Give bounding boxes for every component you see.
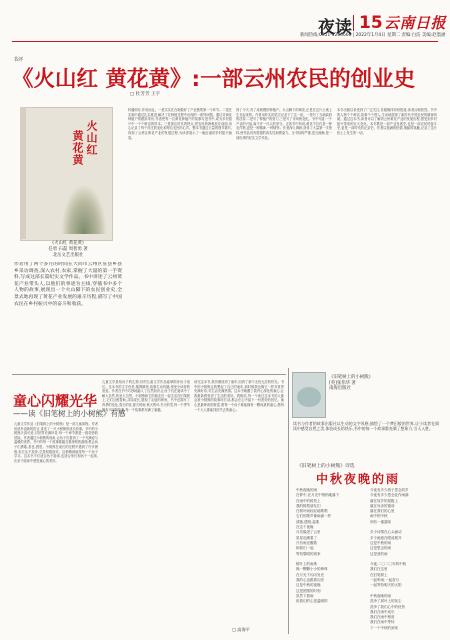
book-caption-authors: 任勇 石磊 周智勇 著 xyxy=(48,247,88,252)
poem-book-cover xyxy=(292,372,326,418)
poem-book-cover-art xyxy=(297,387,321,407)
article2-author: □ 高海平 xyxy=(232,627,250,632)
masthead-separator xyxy=(353,15,354,31)
article-column-3: 本书出版以来受到了广泛关注,各级媒体纷纷报道,读者反响热烈。书中的人物个个鲜活,故事个个感人,生动地展现了新时代中国农民的精神风貌。通过这本书,读者可以了解到云州黄花产业的发展历程,感受到乡村振兴带来的巨大变化。本书既是一部产业发展史,也是一部农民的奋斗史,更是一部时代的记录史。作者以饱满的热情,细腻的笔触,记录了这片热土上发生的一切。 xyxy=(337,108,437,135)
article2-subtitle: ——读《旧笔树上的小树熊》有感 xyxy=(13,409,126,418)
poem-book-info xyxy=(329,375,373,392)
section-name: 夜读 xyxy=(318,18,352,38)
book-caption xyxy=(28,241,108,259)
book-caption-publisher: 北岳文艺出版社 xyxy=(52,253,84,258)
book-spine xyxy=(20,107,26,239)
article2-column-2: 儿童文学是给孩子的礼物,好的儿童文学作品能够陪伴孩子成长。这本书的文字优美,插图精美,故事生动有趣,深受小读者的喜爱。作者在书中巧妙地融入了自然知识,让孩子们在阅读中了解大自然,热爱大自然。小树熊和它的朋友们一起生活在旧笔树上,它们互相帮助,共同成长,展现了友谊的珍贵。书中还描写了四季的变化,春天的花,夏天的雨,秋天的叶,冬天的雪,每一个季节都有不同的故事,每一个故事都充满了童趣。 xyxy=(102,380,190,412)
article-byline: □ 杜芳芳 王宇 xyxy=(130,92,161,97)
poem-book-author: [英]张伟华 著 xyxy=(329,380,356,386)
book-cover-title-2: 黄花黄 xyxy=(71,130,84,166)
section-label: 书评 xyxy=(13,57,24,63)
article-intro: 作者用了两个多月的时间在大同市云州区驻县乡县乡采访调查,深入农村,农家,掌握了大量的第一手资料,写成这部长篇纪实文学作品。书中讲述了云州黄花产业带头人,以他们的事迹为主线,穿插书中多个人物的故事,展现出一个火山脚下的农民创业史,全景式地再现了黄花产业发展的艰辛历程,描写了中国农民在乡村振兴中的奋斗和收获。 xyxy=(14,262,122,307)
masthead-rule xyxy=(12,41,438,42)
article2-title: 童心闪耀光华 xyxy=(13,394,97,410)
poem-book-publisher: 南海出版社 xyxy=(329,386,351,392)
section-divider xyxy=(12,374,286,375)
article2-column-1: 儿童文学作品《旧笔树上的小树熊》是一部儿童读物。作者用质朴清新的语言,讲述了一只小树熊的成长故事。书中的小树熊天真可爱,对世界充满好奇,每一个章节都是一段奇妙的冒险。作者通过小树熊的视角,让孩子们看到了一个充满爱与温暖的世界。书中的每一个故事都蕴含着深刻的道理,教会孩子们勇敢,善良,感恩。小树熊在成长的过程中遇到了许多困难,但它从不放弃,总是积极面对。这种精神值得每一个孩子学习。这本书不仅适合孩子阅读,也适合家长和孩子一起读,在亲子阅读中感受童心的美好。 xyxy=(14,422,98,463)
article-title: 《火山红 黄花黄》:一部云州农民的创业史 xyxy=(12,67,416,92)
book-cover-art xyxy=(61,184,107,234)
book-caption-title: 《火山红 黄花黄》 xyxy=(49,241,87,246)
article2-column-3: 读完这本书,我仿佛回到了童年,回到了那个无忧无虑的时光。书中的小树熊让我想起了自己的童年,那时候我也像它一样对世界充满好奇,对生活充满热情。这本书唤醒了我内心深处的童心,让我重新感受到了生活的美好。我相信,每一个读过这本书的人都会被小树熊的故事所打动,都会在心中留下一份美好的回忆。童心是最珍贵的财富,愿每一个孩子都能拥有一颗纯真的童心,愿每一个大人都能找回失去的童心。 xyxy=(194,380,284,412)
poem-section-title: 《旧笔树上的小树熊》诗选 xyxy=(297,464,355,469)
poem-title: 中秋夜晚的雨 xyxy=(316,472,401,486)
poem-intro: 读书与作者的故事出版社以生动的文字风格,描绘了一个梦幻般的世界,让小读者在阅读中感受自然之美,体验成长的快乐,书中的每一个故事都充满了想象力,引人入胜。 xyxy=(293,421,439,432)
book-cover-image xyxy=(20,107,113,241)
book-cover-title-1: 火山红 xyxy=(85,120,98,156)
article-column-2: 到了今天,有了成规模的种植户。火山脚下的黄花,正是在这片土地上生长起来的。作者用朴实的语言记录下了这一切。一是写了当地政府的扶持,二是写了种植户的努力,三是写了市场的变化。书中写道:一个产业的兴起,离不开一代人的坚守。正如书中所说,黄花不仅仅是一种农作物,更是一种精神,一种情怀。作者深入调研,获得了大量第一手资料,使作品具有很强的真实性和感染力。全书结构严谨,语言流畅,是一部优秀的纪实文学作品。 xyxy=(236,108,332,140)
poem-column-1: 中秋夜晚的雨 在梦中,在月光中悄悄地落下 在雨中的树枝上 我的树熊朋友们 在树叶间轻轻地歌唱 它们的歌声像雨滴一样 清脆,透明,温柔 在这个夜晚 月亮躲进了云里 星星也睡着了 只有雨还醒着 和我们一起 等待黎明的到来 树叶上的雨珠 像一颗颗小小的珍珠 在月光下闪闪发光 我的心也跟着闪亮 这是中秋的夜晚 这是团圆的时刻 虽然下着雨 但我们的心是温暖的 xyxy=(296,488,340,604)
poem-column-2: 今夜有多少游子思念故乡 今夜有多少思念化作雨滴 落在故乡的屋檐上 落在母亲的窗前 落在我们的心里 雨中的中秋 别有一番滋味 多少诗情在心头涌动 多少画意在眼前展开 这是中秋的雨 这是思念的雨 这是爱的雨 今夜,二〇二〇年的中秋 我们在这里 在旧笔树上 一起听雨,一起赏月 一起等待明天的太阳 中秋夜晚的雨 洗净了树叶上的灰尘 洗净了我们心中的忧伤 我们在雨中成长 我们在雨中相爱 我们在雨中等待 下一个中秋的到来 xyxy=(370,488,409,630)
column-divider xyxy=(288,368,289,634)
article-column-1: 转播到办,作用而且。一是实实在在地做好了产业链的第一个环节。二是在实施中通过扎实推进,解决了在种植过程中出现的一系列问题。通过对黄花种植户的跟踪采访,作者把每一位黄花种植户的故事写进书中,成为乡村振兴中一个个鲜活的样本。三是抓住时代的特点,把农民的困难放在前面,用心记录了每个村庄的变化和每位农民的心声。整本书通过大量的细节描写,再现了云州区黄花产业的发展过程,为读者展示了一幅壮丽的乡村振兴画卷。 xyxy=(128,108,232,140)
poem-book-title: 《旧笔树上的小树熊》 xyxy=(329,375,373,380)
masthead xyxy=(0,0,450,46)
page-number: 15 xyxy=(359,13,383,33)
masthead-meta: 新闻热线:0351-4286666 | 2022年1月4日 星期二 责编:白洁 美编:赵墨涵 xyxy=(300,33,446,38)
newspaper-brand: 云南日报 xyxy=(384,14,447,32)
